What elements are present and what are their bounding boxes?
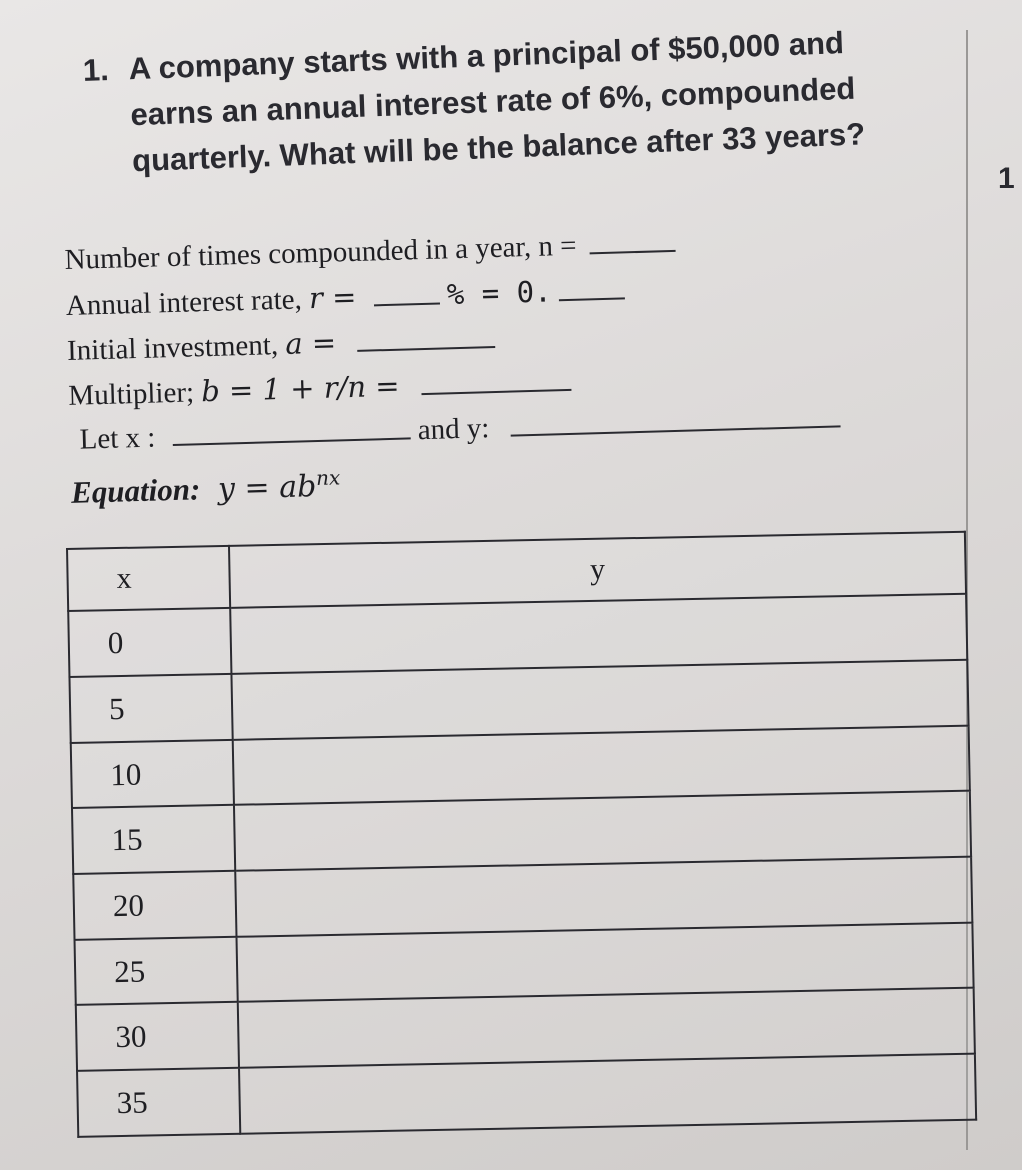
and-y-label: and y: <box>417 412 490 447</box>
r-label: Annual interest rate, <box>65 283 303 322</box>
y-value-cell[interactable] <box>239 1054 976 1134</box>
equation-exponent: nx <box>315 465 341 491</box>
question-line-3: quarterly. What will be the balance after 33 years? <box>131 116 866 179</box>
equation-label: Equation: <box>70 471 201 510</box>
a-label: Initial investment, <box>66 329 279 367</box>
x-value-cell: 10 <box>71 739 234 808</box>
question-line-2: earns an annual interest rate of 6%, compounded <box>129 70 856 133</box>
x-value-cell: 15 <box>72 805 235 874</box>
x-value-cell: 5 <box>69 674 232 743</box>
worksheet-fields <box>64 214 931 508</box>
r-mid-text: % = 0. <box>446 274 552 312</box>
equation-base: y = ab <box>217 469 317 507</box>
x-value-cell: 30 <box>76 1002 239 1071</box>
xy-table <box>66 531 977 1138</box>
equation-formula <box>217 465 341 507</box>
r-symbol: r = <box>308 279 357 316</box>
x-value-cell: 35 <box>77 1068 240 1137</box>
a-blank[interactable] <box>357 320 496 352</box>
question-number: 1. <box>82 52 110 88</box>
next-question-number: 1 <box>998 162 1015 195</box>
y-column-header: y <box>229 532 966 608</box>
n-label: Number of times compounded in a year, n = <box>64 229 577 276</box>
a-symbol: a = <box>284 325 337 361</box>
r-percent-blank[interactable] <box>373 277 440 307</box>
x-definition-blank[interactable] <box>172 411 411 446</box>
x-value-cell: 0 <box>68 608 231 677</box>
let-x-label: Let x : <box>79 421 156 456</box>
x-value-cell: 25 <box>75 937 238 1006</box>
n-blank[interactable] <box>589 224 676 254</box>
b-expression: b = 1 + r/n = <box>200 368 400 409</box>
r-decimal-blank[interactable] <box>558 271 625 301</box>
b-blank[interactable] <box>420 363 571 395</box>
question-line-1: A company starts with a principal of $50,000 and <box>128 25 845 87</box>
question-text <box>82 17 926 186</box>
b-label: Multiplier; <box>67 376 195 412</box>
y-definition-blank[interactable] <box>510 399 841 436</box>
x-value-cell: 20 <box>73 871 236 940</box>
x-column-header: x <box>67 546 230 611</box>
xy-table-container <box>66 531 977 1138</box>
